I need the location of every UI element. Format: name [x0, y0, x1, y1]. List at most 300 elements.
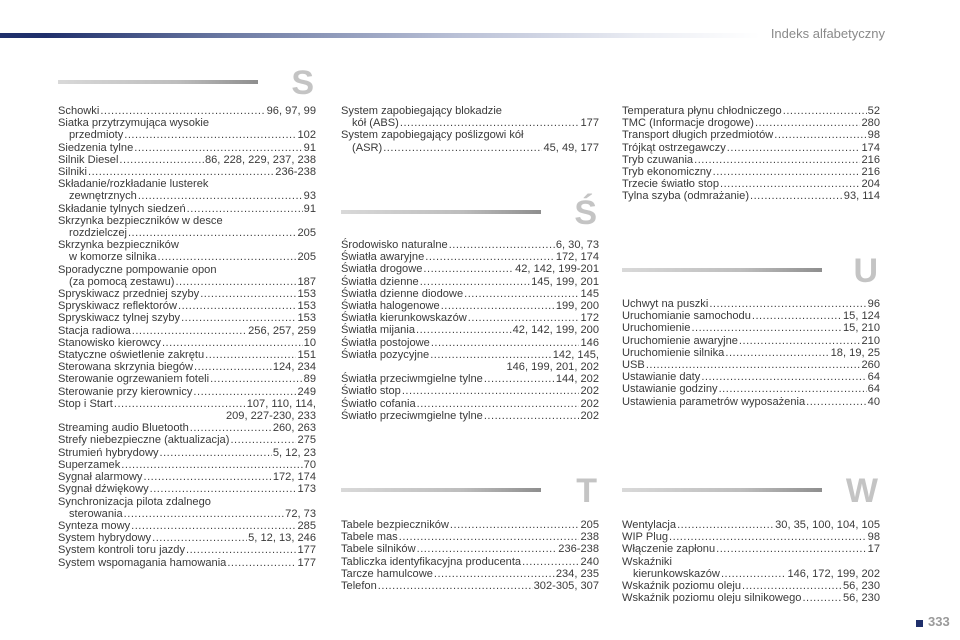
page-references: 64 — [867, 383, 880, 396]
section-header-w — [622, 474, 880, 510]
page-references: 236-238 — [275, 166, 316, 179]
index-entry-line — [622, 166, 880, 178]
section-w — [622, 474, 880, 604]
page-references: 209, 227-230, 233 — [225, 410, 316, 423]
index-entry — [58, 166, 316, 178]
index-entry — [341, 251, 599, 263]
page-references: 302-305, 307 — [533, 580, 599, 593]
entry-term: Stop i Start — [58, 397, 113, 410]
section-header-s — [58, 66, 316, 102]
entry-term: Wentylacja — [622, 519, 677, 531]
page-references: 177 — [297, 544, 316, 557]
index-entry-line — [58, 520, 316, 532]
page-references: 64 — [867, 371, 880, 384]
dot-leader — [210, 373, 303, 385]
section-letter: S — [291, 64, 314, 102]
dot-leader — [423, 263, 514, 275]
entry-term: Składanie tylnych siedzeń — [58, 202, 186, 215]
page-references: 240 — [580, 555, 599, 568]
entry-term: Tabliczka identyfikacyjna producenta — [341, 555, 522, 568]
entry-term: Skrzynka bezpieczników w desce — [58, 214, 223, 227]
page-references: 202 — [580, 397, 599, 410]
entry-term: Tarcze hamulcowe — [341, 567, 433, 580]
dot-leader — [132, 325, 247, 337]
page-references: 260 — [861, 359, 880, 372]
page-references: 98 — [867, 129, 880, 142]
page-references: 102 — [297, 129, 316, 142]
dot-leader — [194, 361, 272, 373]
entry-term: Siatka przytrzymująca wysokie — [58, 117, 210, 130]
page-references: 238 — [580, 531, 599, 544]
dot-leader — [434, 568, 555, 580]
section-s — [58, 66, 316, 569]
index-entry — [58, 532, 316, 544]
index-entry-line — [58, 239, 316, 251]
dot-leader — [186, 544, 296, 556]
index-entry — [341, 410, 599, 422]
dot-leader — [230, 434, 296, 446]
section-divider — [341, 210, 541, 214]
page-references: 153 — [297, 312, 316, 325]
index-entry — [622, 556, 880, 580]
index-entry-line — [622, 142, 880, 154]
page-references: 91 — [303, 202, 316, 215]
index-entry — [341, 519, 599, 531]
index-entry — [622, 298, 880, 310]
dot-leader — [802, 592, 842, 604]
section-header-s-acute — [341, 196, 599, 232]
dot-leader — [721, 568, 787, 580]
index-entry-line — [622, 396, 880, 408]
entry-term: Siedzenia tylne — [58, 141, 134, 154]
entry-term: zewnętrznych — [69, 190, 137, 203]
index-entry — [341, 398, 599, 410]
page-references: 56, 230 — [842, 580, 880, 593]
header-gradient-bar — [0, 33, 760, 38]
index-entry-line — [58, 544, 316, 556]
index-entry-line — [58, 532, 316, 544]
entry-term: Spryskiwacz reflektorów — [58, 300, 177, 313]
entry-term: Uruchomianie samochodu — [622, 310, 751, 323]
entry-term: Światła dzienne diodowe — [341, 287, 464, 300]
index-entry — [58, 398, 316, 422]
index-entry-line — [58, 190, 316, 202]
dot-leader — [200, 288, 296, 300]
section-letter: T — [576, 472, 597, 510]
index-entry-line — [58, 398, 316, 410]
dot-leader — [727, 142, 861, 154]
entry-term: USB — [622, 359, 645, 372]
entry-term: Stanowisko kierowcy — [58, 336, 161, 349]
section-divider — [58, 80, 258, 84]
dot-leader — [100, 105, 265, 117]
entry-term: (ASR) — [352, 141, 383, 154]
dot-leader — [121, 459, 302, 471]
section-divider — [341, 488, 541, 492]
index-entry-line — [58, 312, 316, 324]
index-entry-line — [58, 129, 316, 141]
index-entry-line — [622, 580, 880, 592]
index-entry-line — [341, 519, 599, 531]
index-entry — [341, 312, 599, 324]
dot-leader — [187, 203, 303, 215]
entry-term: Sterowanie przy kierownicy — [58, 385, 193, 398]
dot-leader — [450, 519, 580, 531]
page-references: 89 — [303, 373, 316, 386]
index-entry — [622, 519, 880, 531]
page-references: 93, 114 — [843, 190, 880, 203]
index-entry — [341, 543, 599, 555]
index-entry — [622, 178, 880, 190]
entry-term: Spryskiwacz tylnej szyby — [58, 312, 181, 325]
entry-term: Transport długich przedmiotów — [622, 129, 774, 142]
page-references: 146 — [580, 336, 599, 349]
dot-leader — [162, 337, 303, 349]
index-entry-line — [341, 251, 599, 263]
page-references: 260, 263 — [272, 422, 316, 435]
entry-term: Sygnał dźwiękowy — [58, 483, 149, 496]
entry-term: Statyczne oświetlenie zakrętu — [58, 349, 205, 362]
index-entry-line — [622, 105, 880, 117]
entry-term: Synteza mowy — [58, 519, 131, 532]
entry-term: Wskaźnik poziomu oleju silnikowego — [622, 592, 802, 605]
entry-term: Środowisko naturalne — [341, 239, 448, 251]
entry-term: Tryb ekonomiczny — [622, 166, 712, 179]
dot-leader — [484, 373, 555, 385]
page-references: 173 — [297, 483, 316, 496]
index-entry — [622, 396, 880, 408]
entry-term: Stacja radiowa — [58, 324, 131, 337]
index-entry-line — [341, 361, 599, 373]
dot-leader — [175, 276, 296, 288]
page-references: 249 — [297, 385, 316, 398]
index-entry-line — [58, 215, 316, 227]
entry-term: przedmioty — [69, 129, 124, 142]
entry-term: Sygnał alarmowy — [58, 471, 143, 484]
index-entry — [58, 239, 316, 263]
entry-term: Trójkąt ostrzegawczy — [622, 141, 726, 154]
index-entry — [58, 178, 316, 202]
page-references: 93 — [303, 190, 316, 203]
page-references: 187 — [297, 275, 316, 288]
dot-leader — [417, 543, 558, 555]
dot-leader — [400, 117, 580, 129]
dot-leader — [691, 322, 842, 334]
entry-term: (za pomocą zestawu) — [69, 275, 175, 288]
index-entry — [58, 264, 316, 288]
entry-term: Telefon — [341, 580, 377, 593]
index-entry — [341, 337, 599, 349]
index-entry — [622, 347, 880, 359]
index-entry — [622, 142, 880, 154]
index-entry-line — [622, 543, 880, 555]
index-entry — [622, 190, 880, 202]
index-entry-line — [341, 373, 599, 385]
entry-term: Skrzynka bezpieczników — [58, 239, 179, 252]
entry-term: Światła przeciwmgielne tylne — [341, 373, 483, 386]
entry-term: Światła postojowe — [341, 336, 430, 349]
entry-term: Światła halogenowe — [341, 300, 440, 313]
dot-leader — [416, 324, 512, 336]
index-entry-line — [58, 105, 316, 117]
index-entry-line — [58, 496, 316, 508]
entry-term: Strumień hybrydowy — [58, 446, 159, 459]
page-references: 205 — [580, 519, 599, 531]
dot-leader — [522, 556, 579, 568]
index-entry-line — [341, 324, 599, 336]
page-references: 146, 172, 199, 202 — [787, 567, 880, 580]
entry-term: System kontroli toru jazdy — [58, 544, 186, 557]
index-entry-line — [58, 251, 316, 263]
page-references: 96 — [867, 298, 880, 310]
index-entry — [341, 276, 599, 288]
dot-leader — [383, 142, 542, 154]
page-references: 177 — [580, 117, 599, 130]
dot-leader — [193, 386, 296, 398]
page-references: 15, 124 — [842, 310, 880, 323]
entry-term: Światła drogowe — [341, 263, 423, 276]
entry-term: Światła pozycyjne — [341, 348, 430, 361]
index-entry — [341, 129, 599, 153]
page-references: 42, 142, 199-201 — [515, 263, 599, 276]
index-entry-line — [341, 288, 599, 300]
index-entry — [58, 520, 316, 532]
section-s-acute — [341, 196, 599, 422]
dot-leader — [181, 312, 296, 324]
index-entry — [58, 447, 316, 459]
entry-term: Światło przeciwmgielne tylne — [341, 409, 483, 422]
page-references: 216 — [861, 166, 880, 179]
entry-term: Światła awaryjne — [341, 251, 425, 264]
section-divider — [622, 488, 822, 492]
entry-term: Uruchomienie — [622, 322, 691, 335]
entry-term: Trzecie światło stop — [622, 178, 719, 191]
section-s-continued — [341, 105, 599, 154]
page-references: 86, 228, 229, 237, 238 — [204, 153, 316, 166]
dot-leader — [725, 347, 829, 359]
index-entry-line — [58, 142, 316, 154]
page-references: 40 — [867, 395, 880, 408]
entry-term: Uruchomienie awaryjne — [622, 334, 738, 347]
dot-leader — [378, 580, 533, 592]
index-entry — [341, 288, 599, 300]
index-entry — [58, 422, 316, 434]
entry-term: Ustawienia parametrów wyposażenia — [622, 395, 806, 408]
index-entry — [58, 361, 316, 373]
entry-term: Włączenie zapłonu — [622, 543, 716, 556]
index-entry-line — [622, 129, 880, 141]
dot-leader — [441, 300, 555, 312]
index-entry-line — [622, 556, 880, 568]
page-references: 146, 199, 201, 202 — [506, 361, 599, 374]
dot-leader — [750, 190, 843, 202]
index-entry — [622, 166, 880, 178]
section-t — [341, 474, 599, 592]
index-entry-line — [341, 568, 599, 580]
page-references: 144, 202 — [555, 373, 599, 386]
index-entry-line — [622, 531, 880, 543]
index-entry — [622, 129, 880, 141]
dot-leader — [134, 142, 302, 154]
entry-term: Sporadyczne pompowanie opon — [58, 263, 217, 276]
page-references: 6, 30, 73 — [555, 239, 599, 251]
index-entry — [58, 325, 316, 337]
index-entry-line — [58, 337, 316, 349]
page-references: 234, 235 — [555, 567, 599, 580]
page-references: 30, 35, 100, 104, 105 — [775, 519, 880, 531]
index-entry-line — [622, 519, 880, 531]
dot-leader — [128, 227, 297, 239]
index-entry-line — [341, 580, 599, 592]
index-entry — [58, 496, 316, 520]
entry-term: Superzamek — [58, 458, 121, 471]
page-references: 153 — [297, 300, 316, 313]
section-u — [622, 254, 880, 408]
entry-term: Światło cofania — [341, 397, 416, 410]
index-entry-line — [622, 592, 880, 604]
index-entry — [341, 349, 599, 373]
page-references: 91 — [303, 141, 316, 154]
entry-term: WIP Plug — [622, 531, 669, 544]
page-references: 174 — [861, 141, 880, 154]
entry-term: Tylna szyba (odmrażanie) — [622, 190, 750, 203]
page-references: 72, 73 — [285, 507, 316, 520]
dot-leader — [143, 471, 271, 483]
index-entry — [341, 239, 599, 251]
entry-term: Silniki — [58, 166, 87, 179]
index-entry — [58, 349, 316, 361]
index-entry-line — [58, 508, 316, 520]
index-entry-line — [58, 325, 316, 337]
dot-leader — [484, 410, 580, 422]
index-entry — [58, 312, 316, 324]
entry-term: Światła kierunkowskazów — [341, 312, 467, 325]
page-references: 145, 199, 201 — [531, 275, 599, 288]
page-references: 205 — [297, 227, 316, 240]
entry-term: Wskaźnik poziomu oleju — [622, 580, 741, 593]
index-entry-line — [58, 264, 316, 276]
entry-term: System hybrydowy — [58, 532, 152, 545]
index-entry-line — [58, 154, 316, 166]
index-entry — [341, 580, 599, 592]
page-references: 18, 19, 25 — [830, 346, 880, 359]
page-references: 275 — [297, 434, 316, 447]
index-entry — [622, 383, 880, 395]
page-references: 70 — [303, 458, 316, 471]
entry-term: Silnik Diesel — [58, 153, 119, 166]
dot-leader — [742, 580, 842, 592]
dot-leader — [669, 531, 867, 543]
index-entry-line — [341, 337, 599, 349]
index-entry — [58, 142, 316, 154]
entry-term: Sterowana skrzynia biegów — [58, 361, 194, 374]
dot-leader — [709, 298, 866, 310]
index-entry — [622, 105, 880, 117]
index-entry-line — [58, 178, 316, 190]
page-references: 42, 142, 199, 200 — [512, 324, 599, 337]
index-entry — [341, 568, 599, 580]
index-entry — [622, 117, 880, 129]
entry-term: Światło stop — [341, 385, 401, 398]
index-entry — [341, 556, 599, 568]
page-references: 172 — [580, 312, 599, 325]
index-entry — [341, 385, 599, 397]
index-entry-line — [58, 422, 316, 434]
dot-leader — [739, 335, 861, 347]
entry-term: kierunkowskazów — [633, 567, 720, 580]
dot-leader — [431, 337, 580, 349]
page-references: 210 — [861, 334, 880, 347]
entry-term: Temperatura płynu chłodniczego — [622, 105, 782, 117]
index-entry-line — [622, 383, 880, 395]
index-entry — [622, 580, 880, 592]
dot-leader — [124, 129, 296, 141]
entry-term: w komorze silnika — [69, 251, 157, 264]
page-references: 177 — [297, 556, 316, 569]
index-entry-line — [58, 203, 316, 215]
index-entry-line — [622, 322, 880, 334]
dot-leader — [720, 178, 860, 190]
section-header-u — [622, 254, 880, 290]
index-entry-line — [341, 276, 599, 288]
dot-leader — [449, 239, 555, 251]
dot-leader — [713, 166, 861, 178]
dot-leader — [124, 508, 285, 520]
index-entry — [341, 263, 599, 275]
index-entry — [58, 215, 316, 239]
page-references: 151 — [297, 349, 316, 362]
index-entry — [622, 322, 880, 334]
index-entry-line — [58, 557, 316, 569]
entry-term: Ustawianie godziny — [622, 383, 718, 396]
page-references: 256, 257, 259 — [248, 324, 316, 337]
dot-leader — [88, 166, 274, 178]
dot-leader — [464, 288, 579, 300]
page-references: 199, 200 — [555, 300, 599, 313]
page-references: 204 — [861, 178, 880, 191]
index-entry — [58, 105, 316, 117]
index-entry-line — [341, 105, 599, 117]
section-letter: W — [845, 472, 878, 510]
entry-term: System zapobiegający blokadzie — [341, 105, 502, 117]
page-references: 45, 49, 177 — [543, 141, 599, 154]
entry-term: Strefy niebezpieczne (aktualizacja) — [58, 434, 230, 447]
entry-term: kół (ABS) — [352, 117, 399, 130]
page-references: 17 — [867, 543, 880, 556]
entry-term: Uruchomienie silnika — [622, 346, 725, 359]
section-letter: U — [853, 252, 878, 290]
index-entry-line — [58, 447, 316, 459]
dot-leader — [119, 154, 204, 166]
entry-term: Streaming audio Bluetooth — [58, 422, 189, 435]
index-entry-line — [58, 483, 316, 495]
index-entry — [622, 592, 880, 604]
index-entry-line — [622, 335, 880, 347]
page-references: 285 — [297, 519, 316, 532]
index-entry-line — [622, 359, 880, 371]
index-entry-line — [622, 568, 880, 580]
index-entry — [58, 117, 316, 141]
index-entry — [341, 300, 599, 312]
index-entry-line — [341, 531, 599, 543]
entry-term: Tabele mas — [341, 531, 398, 544]
index-entry — [341, 531, 599, 543]
entry-term: Sterowanie ogrzewaniem foteli — [58, 373, 210, 386]
index-entry-line — [58, 227, 316, 239]
dot-leader — [205, 349, 296, 361]
index-entry-line — [58, 361, 316, 373]
page-references: 10 — [303, 336, 316, 349]
